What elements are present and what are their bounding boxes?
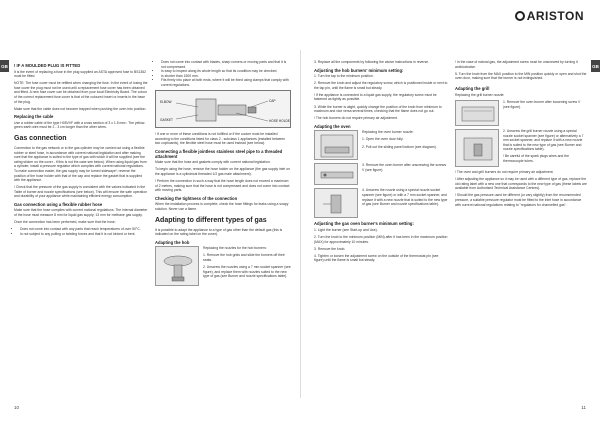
- paragraph: 3. Remove the knob.: [314, 246, 346, 251]
- paragraph: 2. Pull out the sliding panel bottom (see diagram).: [362, 144, 437, 149]
- heading-steel-pipe: Connecting a flexible jointless stainless steel pipe to a threaded attachment: [155, 148, 283, 159]
- oven-burner-diagram: [315, 164, 359, 186]
- hob-nozzle-row: [155, 246, 291, 286]
- grill-step-row-2: [455, 129, 587, 167]
- hose-holder-figure: [155, 90, 291, 128]
- column-3: [314, 60, 448, 265]
- paragraph: Replacing the grill burner nozzle:: [455, 92, 505, 97]
- paragraph: ! The oven and grill burners do not require primary air adjustment.: [455, 169, 554, 174]
- heading-adapting-oven: Adapting the oven: [314, 123, 351, 129]
- heading-adapting-gas: Adapting to different types of gas: [155, 216, 267, 224]
- language-tab-left: GB: [0, 60, 9, 72]
- paragraph: Replacing the oven burner nozzle:: [362, 130, 414, 135]
- hob-nozzle-diagram: [156, 247, 200, 287]
- oven-step-row-2: [314, 163, 448, 185]
- oven-nozzle-figure: [314, 188, 358, 218]
- paragraph: Make sure that the cable does not become trapped when pushing the oven into position.: [14, 106, 147, 111]
- hob-nozzle-figure: [155, 246, 199, 286]
- list-item: • Is not subject to any pulling or twisting forces and that it is not kinked or bent.: [20, 232, 148, 237]
- column-1: [14, 60, 148, 239]
- heading-tightness: Checking the tightness of the connection: [155, 195, 238, 201]
- paragraph: When the installation process is complete, check the hose fittings for leaks using a soapy solution. Never use a flame.: [155, 202, 289, 211]
- heading-replacing-cable: Replacing the cable: [14, 114, 54, 120]
- grill-burner-diagram: [456, 101, 500, 127]
- paragraph: ! Perform the connection in such a way that the hose length does not exceed a maximum of 2 metres, making sure that the hose is not compressed and does not come into contact with moving parts.: [155, 179, 290, 193]
- grill-step-row-1: [455, 100, 587, 126]
- paragraph: Make sure that the hose and gaskets comply with current national legislation.: [155, 160, 271, 165]
- page-divider: [300, 50, 301, 398]
- paragraph: NOTE: The fuse cover must be refitted when changing the fuse. In the event of losing the fuse cover the plug must not be used until a replacement fuse cover has been obtained and fitted. A new fuse cover can be obtained from your local Electricity Board. The colour of the correct replacement fuse cover is that of the coloured insert or inserts in the base of the plug.: [14, 81, 148, 104]
- paragraph: 5. Turn the knob from the MAX position to the MIN position quickly or open and shut the oven door, making sure that the burner is not extinguished.: [455, 71, 587, 81]
- oven-step-row-3: [314, 188, 448, 218]
- heading-hob-minimum: Adjusting the hob burners' minimum setting:: [314, 67, 404, 73]
- oven-door-figure: [314, 130, 358, 160]
- paragraph: 4. Tighten or loosen the adjustment screw on the outside of the thermostat pin (see figure) until the flame is small but steady.: [314, 253, 439, 263]
- figure-label: HOSE HOLDER: [269, 119, 290, 124]
- paragraph: ! After adjusting the appliance so it may be used with a different type of gas, replace the old rating label with a new one that corresponds to the new type of gas (these labels are available from Authorised Technical Assistance Centres).: [455, 177, 587, 191]
- figure-label: CAP: [269, 99, 276, 104]
- paragraph: Connection to the gas network or to the gas cylinder may be carried out using a flexible rubber or steel hose, in accordance with current national legislation and after making sure that the appliance is suited to the type of gas with which it will be supplied (see the rating sticker on the cover - if this is not the case see below). When using liquid gas from a cylinder, install a pressure regulator which complies with current national regulations. To make connection easier, the gas supply may be turned sideways*: reverse the position of the hose holder with that of the cap and replace the gasket that is supplied with the appliance.: [14, 145, 147, 183]
- paragraph: To begin using the hose, remove the hose holder on the appliance (the gas supply inlet on the appliance is a cylindrical threaded 1/2 gas male attachment).: [155, 167, 290, 177]
- paragraph: 1. Turn the tap to the minimum position.: [314, 74, 374, 79]
- paragraph: It is possible to adapt the appliance to a type of gas other than the default gas (this is indicated on the rating label on the cover).: [155, 227, 283, 237]
- grill-nozzle-diagram: [456, 130, 500, 168]
- paragraph: 3. While the burner is alight, quickly change the position of the knob from minimum to maximum and vice versa several times, checking that the flame does not go out.: [314, 104, 442, 114]
- heading-moulded-plug: ! IF A MOULDED PLUG IS FITTED: [14, 63, 81, 68]
- paragraph: Replacing the nozzles for the hob burners:: [203, 246, 267, 251]
- list-item: • Is easy to inspect along its whole length so that its condition may be checked.: [161, 69, 291, 74]
- hose-holder-diagram: [156, 91, 290, 129]
- figure-label: ELBOW: [160, 100, 172, 105]
- paragraph: 2. Turn the knob to the minimum position (MIN) after it has been in the maximum position (MAX) for approximately 10 minutes.: [314, 234, 448, 244]
- heading-adapting-grill: Adapting the grill: [455, 86, 490, 92]
- paragraph: 2. Unscrew the nozzles using a 7 mm socket spanner (see figure), and replace them with nozzles suited to the new type of gas (see Burner and nozzle specifications table).: [203, 265, 291, 279]
- column-2: [155, 60, 291, 289]
- heading-rubber-hose: Gas connection using a flexible rubber hose: [14, 201, 103, 207]
- paragraph: ! Be careful of the spark plugs wires and the thermocouple tubes.: [503, 154, 569, 164]
- list-item: • Is shorter than 1500 mm.: [161, 74, 291, 79]
- knob-row: [455, 72, 587, 84]
- paragraph: 2. Unscrew the grill burner nozzle using a special nozzle socket spanner (see figure) or alternatively a 7 mm socket spanner, and replace it with a new nozzle that is suited to the new type of gas (see Burner and nozzle specifications table).: [503, 128, 584, 152]
- paragraph: ! Check that the pressure of the gas supply is consistent with the values indicated in the Table of burner and nozzle specifications (see below). This will ensure the safe operation and durability of your appliance while maintaining efficient energy consumption.: [14, 185, 147, 199]
- paragraph: Once the connection has been performed, make sure that the hose:: [14, 220, 116, 225]
- ariston-logo-icon: [515, 11, 525, 21]
- paragraph: ! Should the gas pressure used be different (or vary slightly) from the recommended pressure, a suitable pressure regulator must be fitted to the inlet hose in accordance with current national regulations relating to "regulators for channelled gas".: [455, 193, 582, 207]
- paragraph: Use a rubber cable of the type H05VVF with a cross section of 3 x 1.5 mm². The yellow-green earth wire must be 2 - 3 cm longer than the other wires.: [14, 120, 146, 130]
- hose-conditions-list-2: [161, 60, 291, 88]
- oven-step-row-1: [314, 130, 448, 160]
- oven-door-diagram: [315, 131, 359, 161]
- oven-nozzle-diagram: [315, 189, 359, 219]
- heading-gas-connection: Gas connection: [14, 134, 67, 142]
- oven-burner-figure: [314, 163, 358, 185]
- paragraph: 3. Remove the oven burner after unscrewing the screws V (see figure).: [362, 163, 447, 172]
- page-number-right: 11: [581, 405, 586, 410]
- page-number-left: 10: [14, 405, 20, 410]
- paragraph: 4. Unscrew the nozzle using a special nozzle socket spanner (see figure) or with a 7 mm socket spanner, and replace it with a new nozzle that is suited to the new type of gas (see Burner and nozzle specifications table).: [362, 188, 448, 207]
- list-item: • Does not come into contact with blades, sharp corners or moving parts and that it is not compressed.: [161, 60, 291, 69]
- column-4: [455, 60, 587, 210]
- figure-label: GASKET: [160, 118, 173, 123]
- paragraph: ! If one or more of these conditions is not fulfilled or if the cooker must be installed according to the conditions listed for class 2 - subclass 1 appliances (installed between two cupboards), the flexible steel hose must be used instead (see below).: [155, 132, 286, 146]
- paragraph: ! In the case of natural gas, the adjustment screw must be unscrewed by turning it anticlockwise.: [455, 60, 578, 69]
- heading-oven-minimum: Adjusting the gas oven burner's minimum setting:: [314, 221, 414, 227]
- paragraph: 3. Replace all the components by following the above instructions in reverse.: [314, 60, 429, 64]
- paragraph: 1. Remove the hob grids and slide the burners off their seats.: [203, 253, 285, 262]
- brand-logo: [515, 9, 584, 23]
- paragraph: 1. Remove the oven burner after loosening screw V (see figure).: [503, 99, 581, 109]
- grill-nozzle-figure: [455, 129, 499, 167]
- paragraph: Make sure that the hose complies with current national regulations. The internal diameter of the hose must measure 8 mm for liquid gas supply; 13 mm for methane gas supply.: [14, 208, 148, 218]
- paragraph: 2. Remove the knob and adjust the regulatory screw, which is positioned inside or next to the tap pin, until the flame is small but steady.: [314, 81, 448, 90]
- paragraph: It is the event of replacing a fuse in the plug supplied an ASTA approved fuse to BS1362 must be fitted.: [14, 69, 147, 79]
- list-item: • Does not come into contact with any parts that reach temperatures of over 50°C.: [20, 227, 148, 232]
- paragraph: ! The hob burners do not require primary air adjustment.: [314, 116, 398, 121]
- hose-conditions-list: [20, 227, 148, 236]
- language-tab-right: GB: [591, 60, 600, 72]
- logo-text: ARISTON: [526, 9, 584, 23]
- grill-burner-figure: [455, 100, 499, 126]
- paragraph: 1. Open the oven door fully.: [362, 137, 404, 142]
- list-item: • Fits firmly into place at both ends, where it will be fixed using clamps that comply with current regulations.: [161, 78, 291, 87]
- paragraph: 1. Light the burner (see Start-up and Use).: [314, 227, 378, 232]
- paragraph: ! If the appliance is connected to a liquid gas supply, the regulatory screw must be fastened as tightly as possible.: [314, 92, 437, 102]
- heading-adapting-hob: Adapting the hob: [155, 239, 190, 245]
